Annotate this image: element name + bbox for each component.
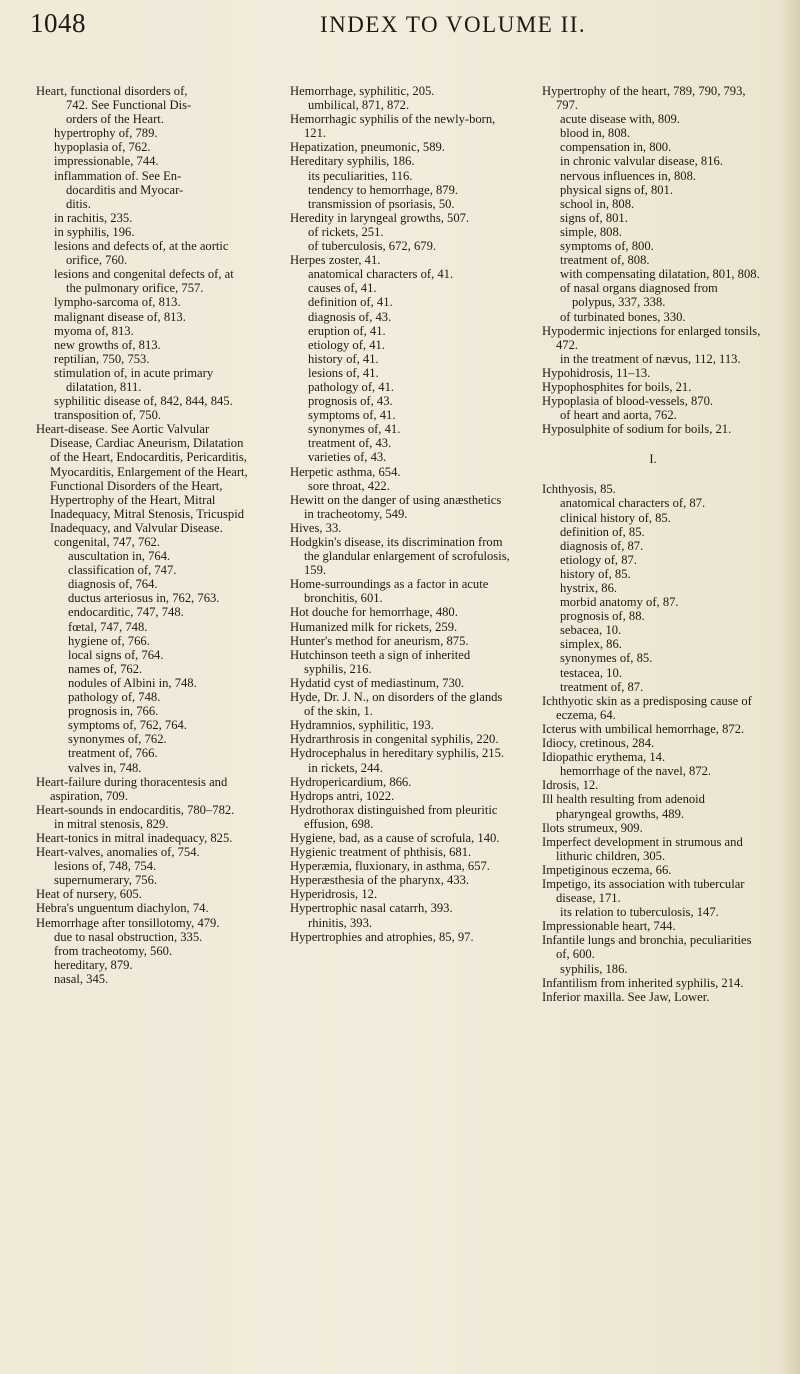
- page-edge-shadow: [778, 0, 800, 1374]
- index-subentry: symptoms of, 41.: [308, 408, 396, 423]
- index-entry: Herpes zoster, 41.: [290, 253, 381, 268]
- index-subentry: names of, 762.: [68, 661, 143, 676]
- index-subentry: definition of, 85.: [560, 524, 645, 539]
- index-entry: Heart-failure during thoracentesis and aspiration, 709.: [36, 774, 228, 803]
- index-subentry: myoma of, 813.: [54, 323, 134, 338]
- index-entry: Hypertrophy of the heart, 789, 790, 793, 797.: [542, 84, 746, 113]
- index-subentry: diagnosis of, 764.: [68, 577, 158, 592]
- index-subentry: clinical history of, 85.: [560, 510, 671, 525]
- index-entry: Infantile lungs and bronchia, peculiarities of, 600.: [542, 933, 752, 962]
- page-header: [30, 8, 770, 48]
- index-subentry: treatment of, 43.: [308, 436, 392, 451]
- index-subentry: hypoplasia of, 762.: [54, 140, 151, 155]
- index-entry: Hives, 33.: [290, 520, 342, 535]
- index-subentry: in the treatment of nævus, 112, 113.: [560, 351, 741, 366]
- index-subentry: of heart and aorta, 762.: [560, 408, 677, 423]
- index-subentry: its relation to tuberculosis, 147.: [560, 905, 719, 920]
- index-subentry: anatomical characters of, 87.: [560, 496, 706, 511]
- index-entry: Impressionable heart, 744.: [542, 919, 676, 934]
- index-subentry: of nasal organs diagnosed from polypus, 337, 338.: [560, 281, 718, 310]
- index-subentry: simple, 808.: [560, 224, 622, 239]
- index-subentry: impressionable, 744.: [54, 154, 159, 169]
- index-subentry: reptilian, 750, 753.: [54, 351, 150, 366]
- running-head: INDEX TO VOLUME II.: [320, 12, 587, 37]
- index-subentry: transmission of psoriasis, 50.: [308, 196, 455, 211]
- index-subentry: tendency to hemorrhage, 879.: [308, 182, 459, 197]
- index-subentry: congenital, 747, 762.: [54, 535, 160, 549]
- index-entry: Impetigo, its association with tubercular disease, 171.: [542, 876, 745, 906]
- index-subentry: due to nasal obstruction, 335.: [54, 929, 203, 944]
- index-subentry: acute disease with, 809.: [560, 112, 680, 127]
- index-entry: Hepatization, pneumonic, 589.: [290, 140, 445, 155]
- index-subentry: in rachitis, 235.: [54, 210, 133, 225]
- index-subentry: in chronic valvular disease, 816.: [560, 154, 723, 169]
- index-subentry: orders of the Heart.: [66, 112, 164, 127]
- index-subentry: stimulation of, in acute primary dilatation, 811.: [54, 365, 214, 394]
- index-entry: Hyperidrosis, 12.: [290, 887, 378, 902]
- index-entry: Hyperæmia, fluxionary, in asthma, 657.: [290, 859, 490, 874]
- index-subentry: nervous influences in, 808.: [560, 168, 697, 183]
- index-subentry: in rickets, 244.: [308, 760, 383, 775]
- index-subentry: morbid anatomy of, 87.: [560, 595, 679, 610]
- index-subentry: anatomical characters of, 41.: [308, 267, 454, 282]
- index-entry: Hypodermic injections for enlarged tonsils, 472.: [542, 323, 761, 352]
- index-entry: Heart-sounds in endocarditis, 780–782.: [36, 802, 235, 817]
- index-entry: Ilots strumeux, 909.: [542, 820, 643, 835]
- index-subentry: compensation in, 800.: [560, 140, 672, 155]
- index-entry: Hypertrophies and atrophies, 85, 97.: [290, 929, 474, 944]
- index-entry: Hypohidrosis, 11–13.: [542, 365, 651, 380]
- index-entry: Herpetic asthma, 654.: [290, 464, 401, 479]
- index-subentry: treatment of, 87.: [560, 679, 644, 694]
- index-entry: Hydatid cyst of mediastinum, 730.: [290, 675, 465, 690]
- index-subentry: definition of, 41.: [308, 295, 393, 310]
- index-subentry: docarditis and Myocar-: [66, 182, 184, 197]
- index-subentry: synonymes of, 762.: [68, 732, 167, 747]
- index-subentry: from tracheotomy, 560.: [54, 943, 173, 958]
- index-entry: Heart-valves, anomalies of, 754.: [36, 845, 200, 860]
- index-subentry: blood in, 808.: [560, 126, 630, 141]
- index-subentry: nasal, 345.: [54, 971, 109, 986]
- index-entry: Impetiginous eczema, 66.: [542, 862, 672, 877]
- index-entry: Hemorrhage after tonsillotomy, 479.: [36, 915, 220, 930]
- index-entry: Hyperæsthesia of the pharynx, 433.: [290, 873, 470, 888]
- index-subentry: sebacea, 10.: [560, 623, 622, 638]
- index-entry: Humanized milk for rickets, 259.: [290, 619, 458, 634]
- index-entry: Inferior maxilla. See Jaw, Lower.: [542, 989, 710, 1004]
- index-subentry: supernumerary, 756.: [54, 873, 158, 888]
- index-entry: Hydrocephalus in hereditary syphilis, 215.: [290, 746, 505, 761]
- index-subentry: causes of, 41.: [308, 281, 377, 296]
- index-subentry: of tuberculosis, 672, 679.: [308, 239, 437, 254]
- index-entry: Hot douche for hemorrhage, 480.: [290, 605, 458, 620]
- index-subentry: 742. See Functional Dis-: [66, 98, 192, 113]
- index-entry: Hunter's method for aneurism, 875.: [290, 633, 469, 648]
- index-subentry: hygiene of, 766.: [68, 633, 150, 648]
- index-subentry: transposition of, 750.: [54, 408, 162, 423]
- index-subentry: hystrix, 86.: [560, 581, 618, 595]
- index-subentry: malignant disease of, 813.: [54, 309, 186, 324]
- index-entry: Icterus with umbilical hemorrhage, 872.: [542, 721, 745, 736]
- index-subentry: lesions of, 41.: [308, 365, 379, 380]
- index-entry: Idiopathic erythema, 14.: [542, 750, 666, 765]
- index-subentry: ditis.: [66, 196, 91, 211]
- index-subentry: valves in, 748.: [68, 760, 142, 775]
- index-entry: Hypoplasia of blood-vessels, 870.: [542, 394, 714, 409]
- index-entry: Imperfect development in strumous and lithuric children, 305.: [542, 834, 743, 863]
- index-entry: Infantilism from inherited syphilis, 214.: [542, 975, 744, 990]
- index-subentry: fœtal, 747, 748.: [68, 619, 148, 634]
- index-subentry: varieties of, 43.: [308, 450, 387, 465]
- section-gap: [542, 468, 764, 482]
- index-entry: Ichthyotic skin as a predisposing cause of eczema, 64.: [542, 693, 752, 722]
- index-subentry: eruption of, 41.: [308, 323, 386, 338]
- index-subentry: synonymes of, 85.: [560, 651, 653, 666]
- index-subentry: treatment of, 808.: [560, 253, 650, 268]
- index-subentry: in mitral stenosis, 829.: [54, 816, 169, 831]
- index-subentry: endocarditic, 747, 748.: [68, 605, 184, 620]
- index-subentry: simplex, 86.: [560, 637, 622, 652]
- index-subentry: its peculiarities, 116.: [308, 168, 413, 183]
- index-subentry: of rickets, 251.: [308, 224, 384, 239]
- index-subentry: symptoms of, 800.: [560, 239, 654, 254]
- index-subentry: syphilis, 186.: [560, 961, 628, 976]
- index-entry: Hereditary syphilis, 186.: [290, 154, 415, 169]
- index-entry: Hypertrophic nasal catarrh, 393.: [290, 901, 453, 916]
- index-column-1: [36, 84, 251, 986]
- index-subentry: of turbinated bones, 330.: [560, 309, 686, 324]
- index-entry: Hutchinson teeth a sign of inherited syphilis, 216.: [290, 647, 471, 676]
- index-entry: Hemorrhage, syphilitic, 205.: [290, 84, 435, 98]
- index-entry: Hydrarthrosis in congenital syphilis, 220.: [290, 732, 499, 747]
- index-column-3: [542, 84, 764, 1004]
- index-entry: Heredity in laryngeal growths, 507.: [290, 210, 470, 225]
- section-letter: I.: [649, 452, 657, 467]
- index-subentry: hemorrhage of the navel, 872.: [560, 764, 712, 779]
- index-subentry: lesions and defects of, at the aortic orifice, 760.: [54, 239, 229, 268]
- index-entry: Heart-disease. See Aortic Valvular Disease, Cardiac Aneurism, Dilatation of the Heart, Endocarditis, Pericarditis, Myocarditis, Enlargement of the Heart, Functional Disorders of the Heart, Hypertrophy of the Heart, Mitral Inadequacy, Mitral Stenosis, Tricuspid Inadequacy, and Valvular Disease.: [36, 422, 248, 535]
- index-subentry: etiology of, 41.: [308, 337, 385, 352]
- index-entry: Ichthyosis, 85.: [542, 482, 616, 497]
- index-subentry: in syphilis, 196.: [54, 224, 135, 239]
- index-subentry: signs of, 801.: [560, 210, 628, 225]
- index-subentry: lympho-sarcoma of, 813.: [54, 295, 181, 310]
- index-subentry: hereditary, 879.: [54, 957, 133, 972]
- index-subentry: prognosis in, 766.: [68, 704, 159, 719]
- index-subentry: umbilical, 871, 872.: [308, 98, 410, 113]
- index-entry: Ill health resulting from adenoid pharyngeal growths, 489.: [542, 792, 705, 821]
- index-entry: Hygienic treatment of phthisis, 681.: [290, 845, 472, 860]
- index-subentry: symptoms of, 762, 764.: [68, 718, 187, 733]
- index-entry: Heat of nursery, 605.: [36, 887, 142, 902]
- index-subentry: synonymes of, 41.: [308, 422, 401, 437]
- index-column-2: [290, 84, 510, 944]
- index-entry: Hygiene, bad, as a cause of scrofula, 140.: [290, 830, 500, 845]
- index-subentry: diagnosis of, 43.: [308, 309, 392, 324]
- index-subentry: ductus arteriosus in, 762, 763.: [68, 591, 220, 606]
- index-subentry: nodules of Albini in, 748.: [68, 675, 197, 690]
- index-entry: Hemorrhagic syphilis of the newly-born, 121.: [290, 112, 496, 141]
- index-entry: Heart, functional disorders of,: [36, 84, 188, 98]
- index-entry: Hewitt on the danger of using anæsthetics in tracheotomy, 549.: [290, 492, 502, 521]
- index-subentry: physical signs of, 801.: [560, 182, 673, 197]
- index-subentry: diagnosis of, 87.: [560, 538, 644, 553]
- section-gap: [542, 436, 764, 450]
- index-subentry: etiology of, 87.: [560, 552, 637, 567]
- index-subentry: classification of, 747.: [68, 563, 177, 578]
- index-subentry: with compensating dilatation, 801, 808.: [560, 267, 760, 282]
- index-subentry: lesions of, 748, 754.: [54, 859, 157, 874]
- index-subentry: syphilitic disease of, 842, 844, 845.: [54, 394, 233, 409]
- index-entry: Home-surroundings as a factor in acute bronchitis, 601.: [290, 577, 489, 606]
- index-entry: Hydrops antri, 1022.: [290, 788, 395, 803]
- index-entry: Heart-tonics in mitral inadequacy, 825.: [36, 830, 233, 845]
- index-entry: Hyposulphite of sodium for boils, 21.: [542, 422, 732, 437]
- index-subentry: school in, 808.: [560, 196, 635, 211]
- page-number: 1048: [30, 8, 86, 38]
- index-entry: Hyde, Dr. J. N., on disorders of the glands of the skin, 1.: [290, 690, 503, 719]
- index-entry: Hydropericardium, 866.: [290, 774, 412, 789]
- index-subentry: auscultation in, 764.: [68, 549, 171, 564]
- index-entry: Hodgkin's disease, its discrimination from the glandular enlargement of scrofulosis, 159.: [290, 535, 510, 578]
- index-subentry: new growths of, 813.: [54, 337, 161, 352]
- index-entry: Hydramnios, syphilitic, 193.: [290, 718, 434, 733]
- index-subentry: pathology of, 41.: [308, 379, 395, 394]
- index-entry: Idrosis, 12.: [542, 778, 599, 793]
- index-subentry: rhinitis, 393.: [308, 915, 373, 930]
- index-subentry: treatment of, 766.: [68, 746, 158, 761]
- index-subentry: lesions and congenital defects of, at the pulmonary orifice, 757.: [54, 267, 234, 296]
- index-subentry: history of, 41.: [308, 351, 379, 366]
- index-entry: Idiocy, cretinous, 284.: [542, 736, 655, 751]
- index-subentry: testacea, 10.: [560, 665, 622, 680]
- index-subentry: hypertrophy of, 789.: [54, 126, 158, 141]
- index-subentry: pathology of, 748.: [68, 690, 161, 705]
- index-subentry: inflammation of. See En-: [54, 168, 182, 183]
- index-subentry: local signs of, 764.: [68, 647, 164, 662]
- index-subentry: sore throat, 422.: [308, 478, 390, 493]
- index-entry: Hypophosphites for boils, 21.: [542, 379, 692, 394]
- index-entry: Hydrothorax distinguished from pleuritic effusion, 698.: [290, 802, 498, 831]
- index-subentry: history of, 85.: [560, 566, 631, 581]
- index-subentry: prognosis of, 43.: [308, 394, 393, 409]
- index-subentry: prognosis of, 88.: [560, 609, 645, 624]
- index-entry: Hebra's unguentum diachylon, 74.: [36, 901, 209, 916]
